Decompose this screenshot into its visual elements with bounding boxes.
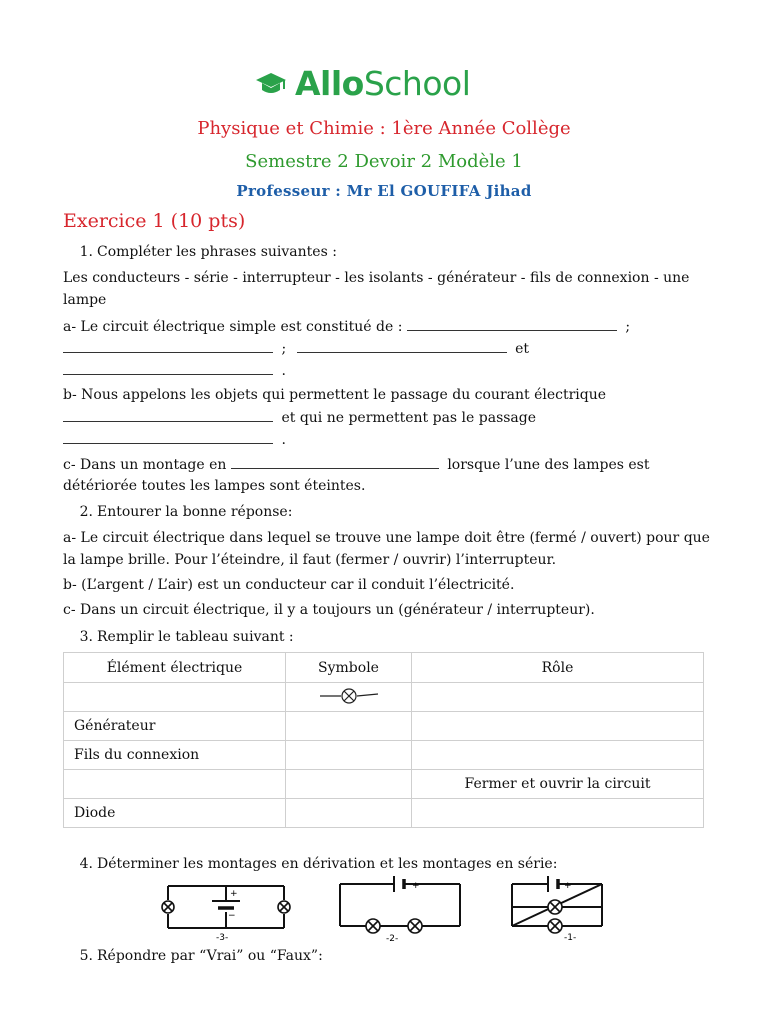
q5-prompt: 5. Répondre par “Vrai” ou “Faux”:	[79, 948, 323, 964]
circuit-label-3: -3-	[216, 933, 229, 942]
table-cell[interactable]	[286, 712, 412, 741]
lamp-icon	[162, 901, 174, 913]
lamp-icon	[278, 901, 290, 913]
q2-a-line1: a- Le circuit électrique dans lequel se trouve une lampe doit être (fermé / ouvert) pour que	[63, 530, 710, 546]
table-header-row	[64, 653, 704, 683]
alloschool-logo	[255, 64, 470, 103]
q1-words-line1: Les conducteurs - série - interrupteur - les isolants - générateur - fils de connexion - une	[63, 270, 690, 286]
q1-c-line1: c- Dans un montage en lorsque l’une des lampes est	[63, 457, 650, 473]
lamp-icon	[548, 900, 562, 914]
circuit-diagram-2	[336, 876, 466, 942]
table-cell[interactable]	[412, 741, 704, 770]
q1-a-line1: a- Le circuit électrique simple est constitué de : ;	[63, 319, 631, 335]
lamp-icon	[366, 919, 380, 933]
q2-b: b- (L’argent / L’air) est un conducteur car il conduit l’électricité.	[63, 577, 515, 593]
circuit-diagram-3	[160, 880, 292, 942]
table-cell: Fils du connexion	[64, 741, 286, 770]
page-subtitle: Semestre 2 Devoir 2 Modèle 1	[245, 151, 523, 172]
q1-a-line3: .	[63, 362, 286, 379]
svg-text:−: −	[228, 911, 236, 921]
q1-b-line2: et qui ne permettent pas le passage	[63, 409, 536, 426]
components-table	[63, 652, 704, 828]
fill-blank[interactable]	[297, 340, 507, 353]
table-header-cell: Symbole	[286, 653, 412, 683]
circuit-diagram-1	[508, 876, 608, 942]
q1-c-line2: détériorée toutes les lampes sont éteintes.	[63, 478, 366, 494]
fill-blank[interactable]	[407, 318, 617, 331]
svg-text:+: +	[564, 881, 572, 891]
graduation-cap-icon	[255, 70, 287, 98]
circuit-label-2: -2-	[386, 934, 399, 942]
q1-a-line2: ; et	[63, 340, 529, 357]
fill-blank[interactable]	[63, 409, 273, 422]
table-cell[interactable]	[412, 712, 704, 741]
q2-c: c- Dans un circuit électrique, il y a toujours un (générateur / interrupteur).	[63, 602, 595, 618]
table-cell: Diode	[64, 799, 286, 828]
table-cell	[286, 683, 412, 712]
q1-words-line2: lampe	[63, 292, 107, 308]
table-row	[64, 741, 704, 770]
table-cell[interactable]	[286, 799, 412, 828]
exercise-title: Exercice 1 (10 pts)	[63, 210, 246, 232]
svg-text:+: +	[412, 881, 420, 891]
table-header-cell: Élément électrique	[64, 653, 286, 683]
professor-name: Professeur : Mr El GOUFIFA Jihad	[236, 182, 532, 200]
q2-prompt: 2. Entourer la bonne réponse:	[79, 504, 293, 520]
table-cell[interactable]	[412, 683, 704, 712]
logo-bold: Allo	[295, 64, 364, 103]
q2-a-line2: la lampe brille. Pour l’éteindre, il faut (fermer / ouvrir) l’interrupteur.	[63, 552, 557, 568]
table-row	[64, 683, 704, 712]
table-cell[interactable]	[286, 741, 412, 770]
table-cell[interactable]	[64, 683, 286, 712]
q1-b-line3: .	[63, 431, 286, 448]
svg-text:+: +	[230, 889, 238, 899]
table-cell[interactable]	[64, 770, 286, 799]
lamp-icon	[548, 919, 562, 933]
logo-regular: School	[363, 64, 471, 103]
circuit-label-1: -1-	[564, 933, 577, 942]
q1-b-line1: b- Nous appelons les objets qui permettent le passage du courant électrique	[63, 387, 607, 403]
table-header-cell: Rôle	[412, 653, 704, 683]
table-row	[64, 712, 704, 741]
fill-blank[interactable]	[63, 340, 273, 353]
lamp-icon	[408, 919, 422, 933]
table-cell: Fermer et ouvrir la circuit	[412, 770, 704, 799]
table-cell: Générateur	[64, 712, 286, 741]
table-cell[interactable]	[286, 770, 412, 799]
page-title: Physique et Chimie : 1ère Année Collège	[197, 118, 571, 139]
q1-prompt: 1. Compléter les phrases suivantes :	[79, 244, 337, 260]
table-row	[64, 770, 704, 799]
q3-prompt: 3. Remplir le tableau suivant :	[79, 629, 294, 645]
table-row	[64, 799, 704, 828]
fill-blank[interactable]	[63, 362, 273, 375]
table-cell[interactable]	[412, 799, 704, 828]
fill-blank[interactable]	[63, 431, 273, 444]
fill-blank[interactable]	[231, 456, 439, 469]
q4-prompt: 4. Déterminer les montages en dérivation et les montages en série:	[79, 856, 558, 872]
lamp-symbol-icon	[318, 685, 380, 705]
